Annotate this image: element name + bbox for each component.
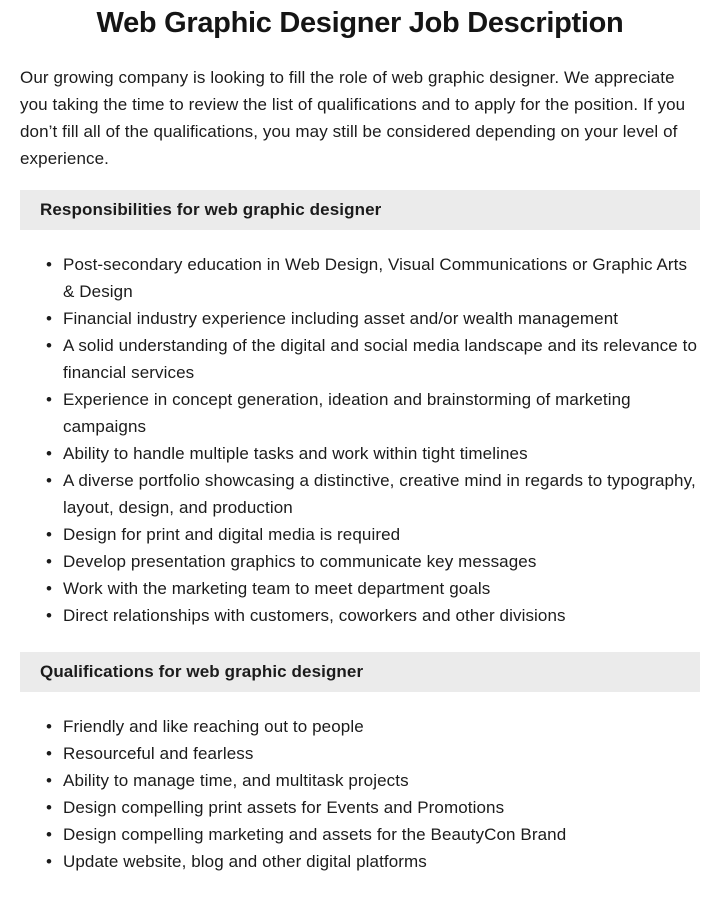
list-item: • Ability to manage time, and multitask projects bbox=[63, 767, 700, 794]
list-item: • Financial industry experience including asset and/or wealth management bbox=[63, 305, 700, 332]
list-item: • Post-secondary education in Web Design, Visual Communications or Graphic Arts & Design bbox=[63, 251, 700, 305]
qualifications-list bbox=[20, 713, 700, 875]
list-item: • Ability to handle multiple tasks and work within tight timelines bbox=[63, 440, 700, 467]
responsibilities-section-header: Responsibilities for web graphic designer bbox=[20, 190, 700, 230]
responsibilities-list bbox=[20, 251, 700, 629]
list-item: • Work with the marketing team to meet department goals bbox=[63, 575, 700, 602]
qualifications-section-header: Qualifications for web graphic designer bbox=[20, 652, 700, 692]
job-description-page bbox=[0, 7, 720, 875]
list-item: • A solid understanding of the digital and social media landscape and its relevance to financial services bbox=[63, 332, 700, 386]
list-item: • A diverse portfolio showcasing a distinctive, creative mind in regards to typography, layout, design, and production bbox=[63, 467, 700, 521]
list-item: • Design compelling marketing and assets for the BeautyCon Brand bbox=[63, 821, 700, 848]
list-item: • Friendly and like reaching out to people bbox=[63, 713, 700, 740]
list-item: • Design for print and digital media is required bbox=[63, 521, 700, 548]
list-item: • Update website, blog and other digital platforms bbox=[63, 848, 700, 875]
intro-paragraph: Our growing company is looking to fill the role of web graphic designer. We appreciate you taking the time to review the list of qualifications and to apply for the position. If you don’t fill all of the qualifications, you may still be considered depending on your level of experience. bbox=[20, 68, 686, 168]
responsibilities-section bbox=[20, 190, 700, 629]
list-item: • Develop presentation graphics to communicate key messages bbox=[63, 548, 700, 575]
qualifications-section bbox=[20, 652, 700, 875]
page-title: Web Graphic Designer Job Description bbox=[96, 7, 624, 39]
list-item: • Design compelling print assets for Events and Promotions bbox=[63, 794, 700, 821]
list-item: • Direct relationships with customers, coworkers and other divisions bbox=[63, 602, 700, 629]
list-item: • Experience in concept generation, ideation and brainstorming of marketing campaigns bbox=[63, 386, 700, 440]
list-item: • Resourceful and fearless bbox=[63, 740, 700, 767]
